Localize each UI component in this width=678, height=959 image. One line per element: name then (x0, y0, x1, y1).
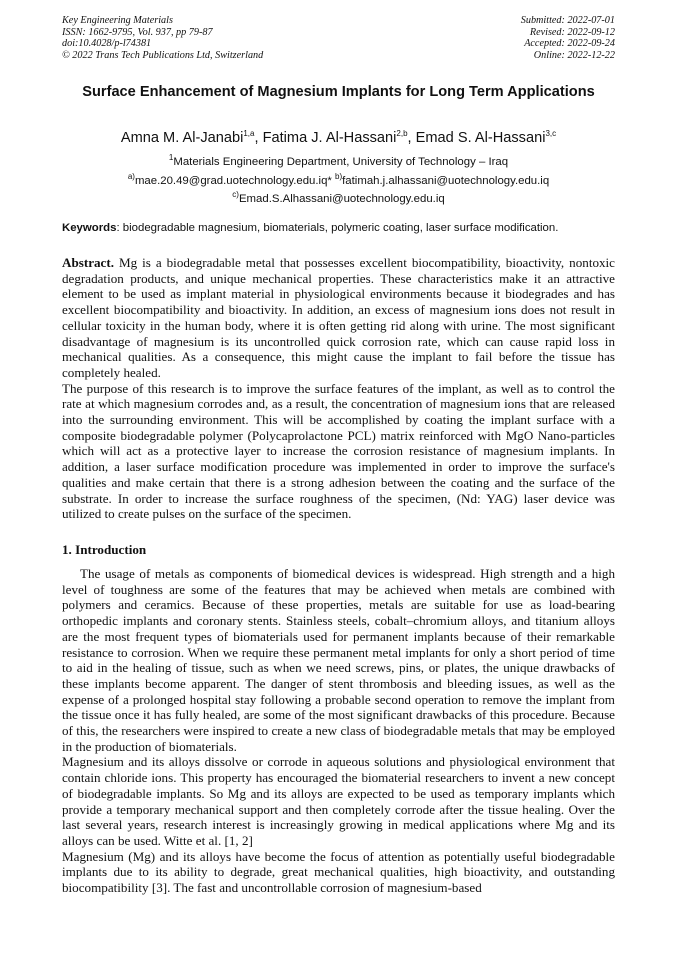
affiliation-text: Materials Engineering Department, University of Technology – Iraq (173, 155, 509, 168)
email-mark: b) (335, 172, 343, 181)
email-link[interactable]: Emad.S.Alhassani@uotechnology.edu.iq (238, 192, 445, 205)
accepted-date: Accepted: 2022-09-24 (524, 38, 615, 50)
submitted-date: Submitted: 2022-07-01 (520, 15, 615, 26)
issn: ISSN: 1662-9795, Vol. 937, pp 79-87 (62, 26, 213, 38)
author-list: Amna M. Al-Janabi$^{1,a}$, Fatima J. Al-Hassani$^{2,b}$, Emad S. Al-Hassani$^{3,c}$ (120, 129, 557, 146)
author-name: Emad S. Al-Hassani (415, 129, 546, 146)
abstract-label: Abstract. (62, 255, 114, 270)
abstract-paragraph: Mg is a biodegradable metal that possesses excellent biocompatibility, bioactivity, nontoxic degradation products, and unique mechanical properties. These characteristics make it an attractive element to be used as implant material in physiological environments because it biodegrades and has excellent biocompatibility and bioactivity. In addition, an excess of magnesium ions does not result in cellular toxicity in the human body, where it is often getting rid along with urine. The most significant disadvantage of magnesium is its uncontrolled quick corrosion rate, which can cause rapid loss in mechanical qualities. As a consequence, this might cause the implant to fail before the tissue has completely healed. (62, 255, 615, 380)
author-name: Fatima J. Al-Hassani (262, 129, 397, 146)
doi: doi:10.4028/p-l74381 (62, 38, 152, 50)
copyright: © 2022 Trans Tech Publications Ltd, Switzerland (62, 49, 264, 61)
keywords-label: Keywords (62, 222, 117, 234)
author-emails (62, 170, 615, 206)
email-mark: a) (127, 172, 135, 181)
journal-header-left (62, 15, 263, 61)
paper-title: Surface Enhancement of Magnesium Implants for Long Term Applications (82, 84, 595, 100)
author-affil-mark: 3,c (545, 129, 557, 138)
journal-header-right (521, 15, 615, 61)
intro-paragraph: Magnesium (Mg) and its alloys have become the focus of attention as potentially useful biodegradable implants due to its ability to degrade, great mechanical qualities, high bioactivity, and outstanding biocompatibility [3]. The fast and uncontrollable corrosion of magnesium-based (62, 848, 615, 896)
author-name: Amna M. Al-Janabi (120, 129, 244, 146)
online-date: Online: 2022-12-22 (533, 49, 615, 61)
revised-date: Revised: 2022-09-12 (529, 26, 615, 38)
section-heading: 1. Introduction (62, 542, 147, 557)
email-mark: c) (232, 189, 239, 199)
intro-paragraph: Magnesium and its alloys dissolve or corrode in aqueous solutions and physiological environment that contain chloride ions. This property has encouraged the biomaterial researchers to invent a new concept of biodegradable implants. So Mg and its alloys are expected to be used as temporary implants which provide a temporary mechanical support and then completely corrode after the tissue healing. Over the last several years, research interest is increasingly growing in medical applications where Mg and its alloys can be used. Witte et al. [1, 2] (62, 754, 615, 848)
keywords (62, 221, 615, 235)
affiliation (62, 151, 615, 169)
keywords-text: : biodegradable magnesium, biomaterials, polymeric coating, laser surface modification. (116, 222, 559, 234)
author-affil-mark: 1,a (243, 129, 255, 138)
email-link[interactable]: mae.20.49@grad.uotechnology.edu.iq* (134, 174, 332, 187)
abstract-paragraph: The purpose of this research is to improve the surface features of the implant, as well as to control the rate at which magnesium corrodes and, as a result, the concentration of magnesium ions that are released into the surrounding environment. This will be accomplished by coating the implant surface with a composite biodegradable polymer (Polycaprolactone PCL) matrix reinforced with MgO Nano-particles which will act as a protective layer to increase the corrosion resistance of magnesium implants. In addition, a laser surface modification procedure was implemented in order to improve the surface's qualities and make certain that there is a strong adhesion between the coating and the surface of the substrate. In order to increase the surface roughness of the specimen, (Nd: YAG) laser device was utilized to create pulses on the surface of the specimen. (62, 380, 615, 522)
journal-name: Key Engineering Materials (62, 15, 173, 26)
intro-paragraph: The usage of metals as components of biomedical devices is widespread. High strength and a high level of toughness are some of the features that may be achieved when metals are combined with polymers and ceramics. Because of these properties, metals are suitable for use as load-bearing orthopedic implants and coronary stents. Stainless steels, cobalt–chromium alloys, and titanium alloys are the most frequent types of biomaterials used for permanent implants because of their remarkable resistance to corrosion. When we require these permanent metal implants for only a short period of time to aid in the healing of tissue, such as when we need screws, pins, or plates, the unique drawbacks of these implants become apparent. The danger of stent thrombosis and bleeding issues, as well as the expense of a prolonged hospital stay following a probable second operation to remove the implant from the tissue once it has fully healed, are some of the most significant drawbacks of this procedure. Because of this, the researchers were inspired to create a new class of biodegradable metals that may be employed in the production of biomaterials. (62, 566, 615, 754)
abstract (62, 255, 615, 522)
introduction-body (62, 566, 615, 896)
affiliation-mark: 1 (168, 153, 174, 162)
email-link[interactable]: fatimah.j.alhassani@uotechnology.edu.iq (342, 174, 550, 187)
author-affil-mark: 2,b (396, 129, 408, 138)
